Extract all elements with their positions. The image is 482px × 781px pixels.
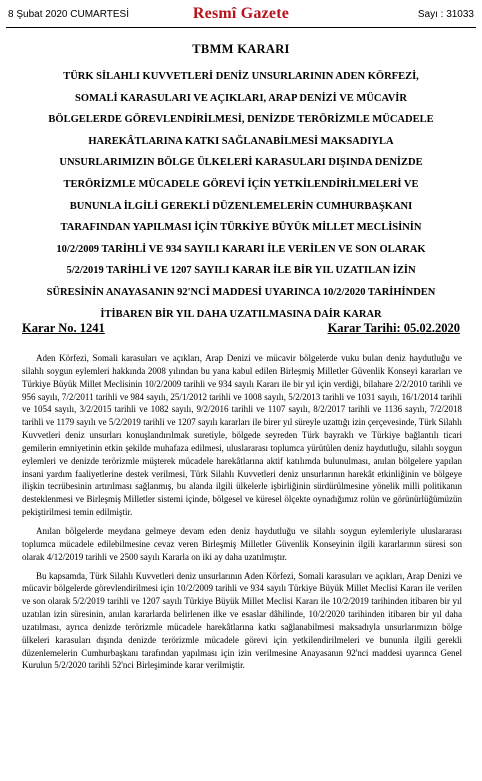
title-line: SOMALİ KARASULARI VE AÇIKLARI, ARAP DENİZİ VE MÜCAVİR bbox=[75, 92, 407, 104]
document-type: TBMM KARARI bbox=[192, 42, 290, 56]
decision-title bbox=[30, 66, 452, 325]
title-line: TÜRK SİLAHLI KUVVETLERİ DENİZ UNSURLARININ ADEN KÖRFEZİ, bbox=[63, 71, 419, 82]
title-line: TARAFINDAN YAPILMASI İÇİN TÜRKİYE BÜYÜK MİLLET MECLİSİNİN bbox=[60, 222, 422, 234]
decision-body bbox=[22, 352, 462, 672]
gazette-name: Resmî Gazete bbox=[192, 5, 290, 22]
body-paragraph: Aden Körfezi, Somali karasuları ve açıkları, Arap Denizi ve mücavir bölgelerde vuku bulan deniz haydutluğu ve silahlı soygun eylemleri hakkında 2008 yılından bu yana kabul edilen Birleşmiş Milletler Güvenlik Konseyi kararları ve Türkiye Büyük Millet Meclisinin 10/2/2009 tarihli ve 934 sayılı Kararı ile bir yıl için verdiği, bilahare 2/2/2010 tarihli ve 956 sayılı, 7/2/2011 tarihli ve 984 sayılı, 25/1/2012 tarihli ve 1008 sayılı, 5/2/2013 tarihli ve 1031 sayılı, 16/1/2014 tarihli ve 1054 sayılı, 3/2/2015 tarihli ve 1082 sayılı, 9/2/2016 tarihli ve 1107 sayılı, 8/2/2017 tarihli ve 1136 sayılı, 7/2/2018 tarihli ve 1179 sayılı ve 5/2/2019 tarihli ve 1207 sayılı kararları ile birer yıl süreyle uzattığı izin çerçevesinde, Türk Silahlı Kuvvetleri deniz unsurları konuşlandırılmak suretiyle, bölgede seyreden Türk bayraklı ve Türkiye bağlantılı ticari gemilerin emniyetinin etkin şekilde muhafaza edilmesi, uluslararası toplumca yürütülen deniz haydutluğu, silahlı soygun eylemleri ve denizde terörizmle müşterek mücadele harekâtlarına aktif katılımda bulunulması, anılan bölgelere yapılan insani yardım faaliyetlerine destek verilmesi, Türk Silahlı Kuvvetleri deniz unsurlarının harekât etkinliğinin ve bölgeye ilişkin tecrübesinin artırılması sağlanmış, bu alanda ilgili ülkelerle işbirliğinin sürdürülmesine yönelik milli politikanın desteklenmesi ve Birleşmiş Milletler sistemi içinde, bölgesel ve küresel ölçekte oynadığımız rolün ve görünürlüğümüzün pekiştirilmesi temin edilmiştir. bbox=[22, 353, 462, 518]
title-line: 5/2/2019 TARİHLİ VE 1207 SAYILI KARAR İLE BİR YIL UZATILAN İZİN bbox=[66, 265, 416, 277]
issue-number: Sayı : 31033 bbox=[417, 9, 474, 20]
issue-date: 8 Şubat 2020 CUMARTESİ bbox=[8, 9, 129, 20]
header-divider bbox=[6, 27, 476, 28]
title-line: BUNUNLA İLGİLİ GEREKLİ DÜZENLEMELERİN CUMHURBAŞKANI bbox=[69, 200, 413, 212]
gazette-header bbox=[8, 5, 474, 25]
body-paragraph: Anılan bölgelerde meydana gelmeye devam eden deniz haydutluğu ve silahlı soygun eylemleriyle uluslararası toplumca mücadele edilebilmesine cevaz veren Birleşmiş Milletler Güvenlik Konseyinin ilgili kararlarının süresi son olarak 4/12/2019 tarihli ve 2500 sayılı Kararla on iki ay daha uzatılmıştır. bbox=[22, 525, 462, 562]
decision-meta bbox=[22, 321, 460, 339]
title-line: TERÖRİZMLE MÜCADELE GÖREVİ İÇİN YETKİLENDİRİLMELERİ VE bbox=[63, 178, 419, 190]
title-line: HAREKÂTLARINA KATKI SAĞLANABİLMESİ MAKSADIYLA bbox=[88, 135, 394, 147]
body-paragraph: Bu kapsamda, Türk Silahlı Kuvvetleri deniz unsurlarının Aden Körfezi, Somali karasuları ve açıkları, Arap Denizi ve mücavir bölgelerde görevlendirilmesi için 10/2/2009 tarihli ve 934 sayılı Türkiye Büyük Millet Meclisi Kararı ile verilen ve son olarak 5/2/2019 tarihli ve 1207 sayılı Türkiye Büyük Millet Meclisi Kararı ile 10/2/2019 tarihinden itibaren bir yıl uzatılan izin süresinin, anılan kararlarda belirlenen ilke ve esaslar dâhilinde, 10/2/2020 tarihinden itibaren bir yıl daha uzatılması, ayrıca denizde terörizmle mücadele harekâtlarına katkı sağlanabilmesi maksadıyla unsurlarımızın bölge ülkeleri karasuları dışında denizde terörizmle mücadele görevi için yetkilendirilmeleri ve bununla ilgili gerekli düzenlemelerin Cumhurbaşkanı tarafından yapılması için izin verilmesine Anayasanın 92'nci maddesi uyarınca Genel Kurulun 5/2/2020 tarihli 52'nci Birleşiminde karar verilmiştir. bbox=[22, 570, 462, 671]
decision-number: Karar No. 1241 bbox=[22, 321, 105, 335]
title-line: BÖLGELERDE GÖREVLENDİRİLMESİ, DENİZDE TERÖRİZMLE MÜCADELE bbox=[48, 114, 434, 126]
title-line: 10/2/2009 TARİHLİ VE 934 SAYILI KARARI İLE VERİLEN VE SON OLARAK bbox=[56, 243, 426, 255]
title-line: UNSURLARIMIZIN BÖLGE ÜLKELERİ KARASULARI DIŞINDA DENİZDE bbox=[59, 157, 423, 169]
title-line: SÜRESİNİN ANAYASANIN 92'NCİ MADDESİ UYARINCA 10/2/2020 TARİHİNDEN bbox=[46, 286, 436, 298]
decision-date: Karar Tarihi: 05.02.2020 bbox=[327, 321, 460, 335]
title-line: İTİBAREN BİR YIL DAHA UZATILMASINA DAİR KARAR bbox=[100, 308, 382, 320]
